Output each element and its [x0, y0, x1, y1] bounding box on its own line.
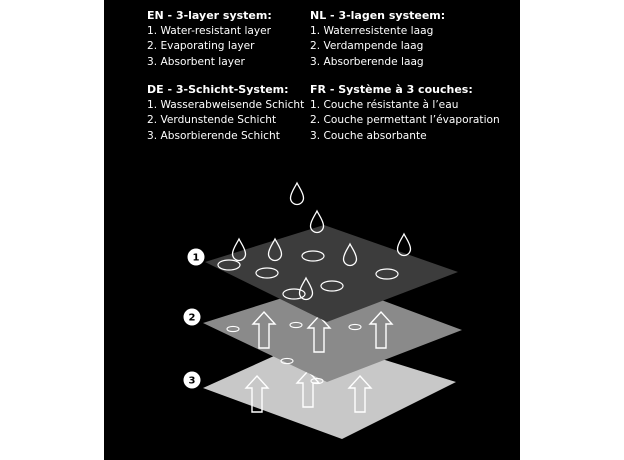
legend-fr-item-1: 1. Couche résistante à l’eau — [310, 98, 459, 111]
legend-de-item-2: 2. Verdunstende Schicht — [147, 114, 277, 126]
legend-de-item-1: 1. Wasserabweisende Schicht — [147, 98, 305, 111]
legend-fr-item-2: 2. Couche permettant l’évaporation — [310, 114, 500, 126]
legend-nl-item-3: 3. Absorberende laag — [310, 55, 424, 68]
legend-fr-title: FR - Système à 3 couches: — [310, 83, 473, 96]
legend-nl-item-1: 1. Waterresistente laag — [310, 24, 434, 37]
layer-1-water-resistant — [188, 225, 459, 322]
legend-en-item-2: 2. Evaporating layer — [147, 40, 255, 52]
legend-en-item-1: 1. Water-resistant layer — [147, 24, 272, 37]
legend-fr-item-3: 3. Couche absorbante — [310, 129, 427, 142]
legend-de-title: DE - 3-Schicht-System: — [147, 83, 289, 96]
water-drop-icon — [291, 183, 304, 205]
legend-en-item-3: 3. Absorbent layer — [147, 55, 245, 68]
legend-nl-item-2: 2. Verdampende laag — [310, 40, 424, 52]
legend-de-item-3: 3. Absorbierende Schicht — [147, 129, 280, 142]
legend-en-title: EN - 3-layer system: — [147, 9, 272, 22]
layer-3-number: 3 — [188, 375, 196, 387]
layer-2-number: 2 — [188, 312, 196, 324]
legend-nl-title: NL - 3-lagen systeem: — [310, 9, 446, 22]
layer-1-number: 1 — [192, 252, 200, 264]
